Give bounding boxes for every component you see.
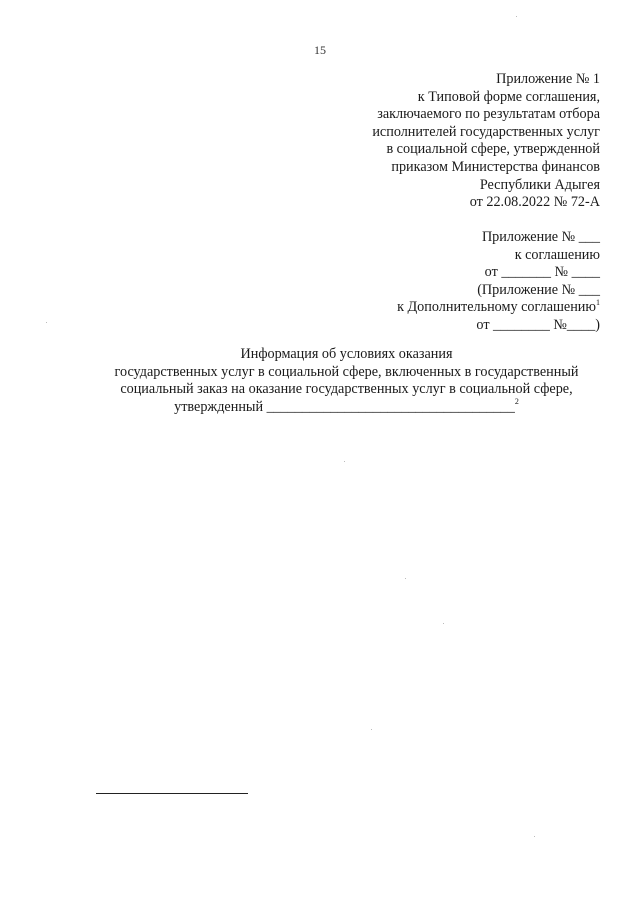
approval-line: исполнителей государственных услуг bbox=[372, 123, 600, 140]
attachment-block bbox=[397, 229, 600, 335]
title-approved-text: утвержденный ___________________________________ bbox=[174, 398, 515, 415]
attachment-paren-line: (Приложение № ___ bbox=[477, 281, 600, 298]
page-number: 15 bbox=[314, 43, 326, 57]
document-title bbox=[84, 346, 609, 416]
scan-speck bbox=[46, 322, 47, 323]
agreement-date-line: от _______ № ____ bbox=[484, 264, 600, 281]
scan-speck bbox=[443, 623, 444, 624]
title-line: социальный заказ на оказание государственных услуг в социальной сфере, bbox=[120, 381, 573, 398]
approval-line: к Типовой форме соглашения, bbox=[417, 88, 600, 105]
approval-block bbox=[372, 71, 600, 212]
footnote-separator bbox=[96, 793, 248, 794]
additional-agreement-date-line: от ________ №____) bbox=[476, 316, 600, 333]
title-approved-line bbox=[84, 399, 609, 417]
approval-line: от 22.08.2022 № 72-А bbox=[469, 194, 600, 211]
approval-line: в социальной сфере, утвержденной bbox=[386, 141, 600, 158]
footnote-ref-1: 1 bbox=[596, 297, 600, 307]
title-line: Информация об условиях оказания bbox=[240, 346, 453, 362]
approval-line: заключаемого по результатам отбора bbox=[377, 106, 600, 123]
approval-line: приказом Министерства финансов bbox=[391, 158, 600, 175]
agreement-line: к соглашению bbox=[514, 246, 600, 263]
additional-agreement-line bbox=[397, 299, 600, 317]
title-line: государственных услуг в социальной сфере, включенных в государственный bbox=[114, 363, 579, 380]
additional-agreement-text: к Дополнительному соглашению bbox=[397, 299, 596, 316]
scan-speck bbox=[516, 16, 517, 17]
scan-speck bbox=[534, 836, 535, 837]
scan-speck bbox=[405, 578, 406, 579]
attachment-number-line: Приложение № ___ bbox=[481, 229, 600, 245]
footnote-ref-2: 2 bbox=[514, 397, 519, 407]
scan-speck bbox=[344, 461, 345, 462]
approval-line: Приложение № 1 bbox=[496, 71, 600, 87]
approval-line: Республики Адыгея bbox=[479, 176, 600, 193]
scan-speck bbox=[371, 729, 372, 730]
